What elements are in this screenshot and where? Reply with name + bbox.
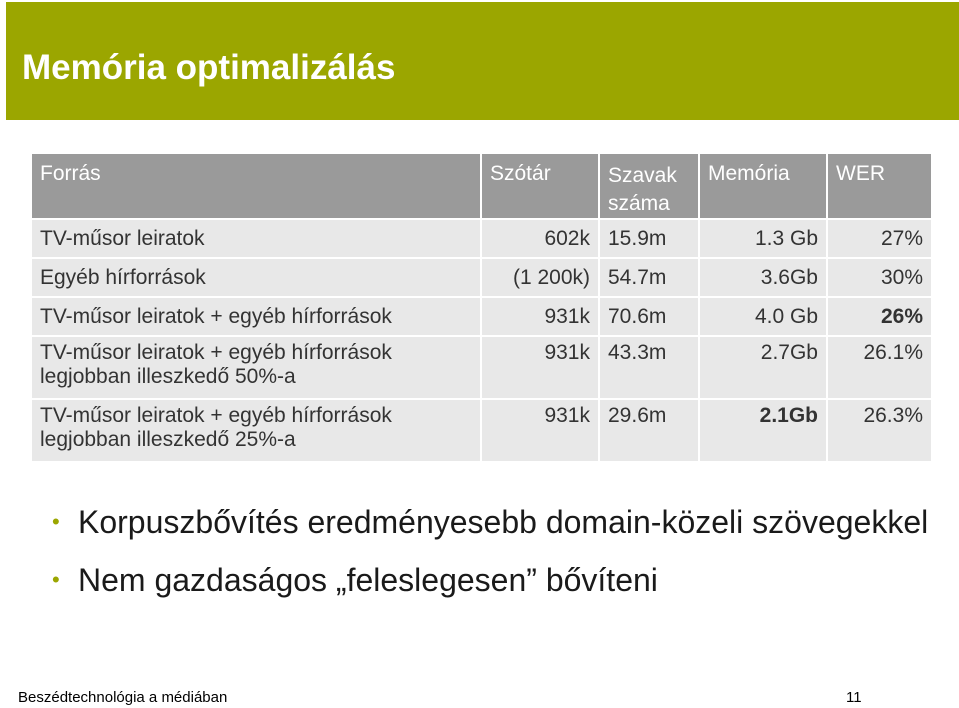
cell-memory: 2.7Gb <box>699 336 827 399</box>
cell-word-count: 54.7m <box>599 258 699 297</box>
bullet-list <box>52 500 932 616</box>
header-dictionary: Szótár <box>481 153 599 219</box>
cell-word-count: 29.6m <box>599 399 699 462</box>
cell-wer: 26% <box>827 297 932 336</box>
header-source: Forrás <box>31 153 481 219</box>
bullet-item <box>52 500 932 544</box>
footer-course-title: Beszédtechnológia a médiában <box>18 689 228 706</box>
table-row <box>31 297 932 336</box>
cell-dictionary: 931k <box>481 297 599 336</box>
cell-word-count: 43.3m <box>599 336 699 399</box>
slide-title: Memória optimalizálás <box>22 48 396 87</box>
cell-wer: 27% <box>827 219 932 258</box>
cell-memory: 2.1Gb <box>699 399 827 462</box>
cell-wer: 26.3% <box>827 399 932 462</box>
bullet-item <box>52 558 932 602</box>
cell-memory: 1.3 Gb <box>699 219 827 258</box>
cell-source: TV-műsor leiratok + egyéb hírforrások legjobban illeszkedő 50%-a <box>31 336 481 399</box>
cell-source: TV-műsor leiratok + egyéb hírforrások legjobban illeszkedő 25%-a <box>31 399 481 462</box>
table-row <box>31 219 932 258</box>
cell-word-count: 15.9m <box>599 219 699 258</box>
cell-source: TV-műsor leiratok <box>31 219 481 258</box>
cell-dictionary: (1 200k) <box>481 258 599 297</box>
header-wer: WER <box>827 153 932 219</box>
bullet-dot-icon: • <box>52 509 60 534</box>
cell-source: TV-műsor leiratok + egyéb hírforrások <box>31 297 481 336</box>
cell-wer: 26.1% <box>827 336 932 399</box>
cell-source: Egyéb hírforrások <box>31 258 481 297</box>
table-row <box>31 258 932 297</box>
cell-word-count: 70.6m <box>599 297 699 336</box>
results-table <box>30 152 933 463</box>
cell-dictionary: 602k <box>481 219 599 258</box>
table-row <box>31 399 932 462</box>
bullet-text: Korpuszbővítés eredményesebb domain-közeli szövegekkel <box>78 504 929 540</box>
cell-dictionary: 931k <box>481 399 599 462</box>
table-row <box>31 336 932 399</box>
table-header-row <box>31 153 932 219</box>
header-memory: Memória <box>699 153 827 219</box>
bullet-dot-icon: • <box>52 567 60 592</box>
cell-wer: 30% <box>827 258 932 297</box>
cell-memory: 3.6Gb <box>699 258 827 297</box>
page-number: 11 <box>846 689 862 706</box>
cell-dictionary: 931k <box>481 336 599 399</box>
cell-memory: 4.0 Gb <box>699 297 827 336</box>
bullet-text: Nem gazdaságos „feleslegesen” bővíteni <box>78 562 658 598</box>
header-word-count: Szavak száma <box>599 153 699 219</box>
